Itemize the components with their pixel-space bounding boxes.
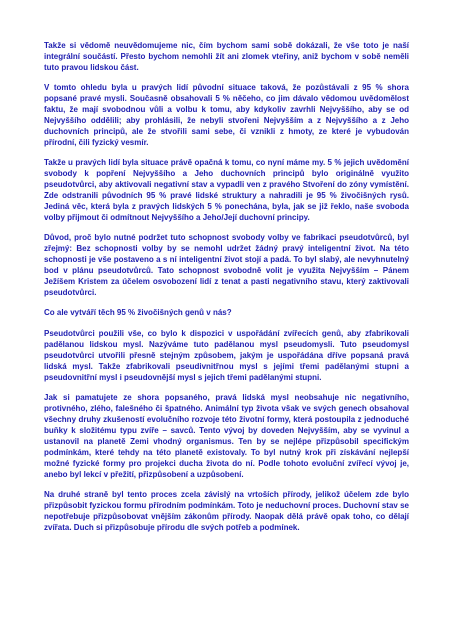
paragraph-2: V tomto ohledu byla u pravých lidí původní situace taková, že pozůstávali z 95 % shora popsané pravé mysli. Současně obsahovali 5 % něčeho, co jim dávalo vědomou uvědomělost faktu, že mají svobodnou vůli a volbu k tomu, aby kdykoliv zavrhli Nejvyššího, aby se od Nejvyššího oddělili; aby prohlásili, že nebyli stvořeni Nejvyšším a z Nejvyššího a z Jeho duchovních principů, ale že stvořili sami sebe, či vznikli z hmoty, ze které je vybudován přírodní, čili fyzický vesmír.: [44, 83, 409, 147]
paragraph-5: Pseudotvůrci použili vše, co bylo k dispozici v uspořádání zvířecích genů, aby zfabrikovali padělanou lidskou mysl. Nazýváme tuto padělanou mysl pseudomysli. Tuto pseudomysl pseudotvůrci utvořili přesně stejným způsobem, jakým je uspořádána dříve popsaná pravá lidská mysl. Takže zfabrikovali pseudivnitřnou mysl s jejími třemi padělanými stupni a pseudovnitřní mysl i pseudovnější mysl s jejich třemi padělanými stupni.: [44, 329, 409, 382]
paragraph-1: Takže si vědomě neuvědomujeme nic, čím bychom sami sobě dokázali, že vše toto je naší integrální součástí. Přesto bychom nemohli žít ani zlomek vteřiny, aniž bychom v sobě neměli tuto pravou lidskou část.: [44, 41, 409, 72]
paragraph-7: Na druhé straně byl tento proces zcela závislý na vrtoších přírody, jelikož účelem zde bylo přizpůsobit fyzickou formu přírodním podmínkám. Toto je neduchovní proces. Duchovní stav se nepotřebuje přizpůsobovat vnějším zákonům přírody. Naopak dělá právě opak toho, co dělají zvířata. Duch si přizpůsobuje přírodu dle svých potřeb a podmínek.: [44, 490, 409, 532]
question-heading: Co ale vytváří těch 95 % živočišných genů v nás?: [44, 308, 232, 317]
paragraph-4: Důvod, proč bylo nutné podržet tuto schopnost svobody volby ve fabrikaci pseudotvůrců, byl zřejmý: Bez schopnosti volby by se nemohl udržet žádný pravý inteligentní život. Na této schopnosti je vše postaveno a s ní inteligentní život stojí a padá. To byl slabý, ale nevyhnutelný bod v plánu pseudotvůrců. Tato schopnost svobodně volit je využita Nejvyšším – Pánem Ježíšem Kristem za účelem osvobození lidí z tenat a pasti negativního stavu, který zaktivovali pseudotvůrci.: [44, 233, 409, 297]
document-body: [44, 40, 409, 542]
paragraph-3: Takže u pravých lidí byla situace právě opačná k tomu, co nyní máme my. 5 % jejich uvědomění svobody k popření Nejvyššího a Jeho duchovních principů bylo originálně využito pseudotvůrci, aby aktivovali negativní stav a vypadli ven z pravého Stvoření do zóny vymístění. Zde odstranili původních 95 % pravé lidské struktury a nahradili je 95 % živočišných rysů. Jediná věc, která byla z pravých lidských 5 % ponechána, byla, jak se již řeklo, naše svoboda volby přijmout či odmítnout Nejvyššího a Jeho/Její duchovní principy.: [44, 158, 409, 222]
paragraph-6: Jak si pamatujete ze shora popsaného, pravá lidská mysl neobsahuje nic negativního, protivného, zlého, falešného či špatného. Animální typ života však ve svých genech obsahoval všechny druhy zkušeností evolučního rozvoje této životní formy, která postoupila z jednoduché buňky k složitému typu zvíře – savců. Tento vývoj by doveden Nejvyšším, aby se vyvinul a ustanovil na planetě Zemi vhodný organismus. Ten by se nejlépe přizpůsobil specifickým podmínkám, které tehdy na této planetě existovaly. To byl nutný krok při získávání nejlepší možné fyzické formy pro projekci ducha života do ní. Podle tohoto evoluční zvířecí vývoj je, anebo byl lekcí v přežití, přizpůsobení a uzpůsobení.: [44, 393, 409, 479]
